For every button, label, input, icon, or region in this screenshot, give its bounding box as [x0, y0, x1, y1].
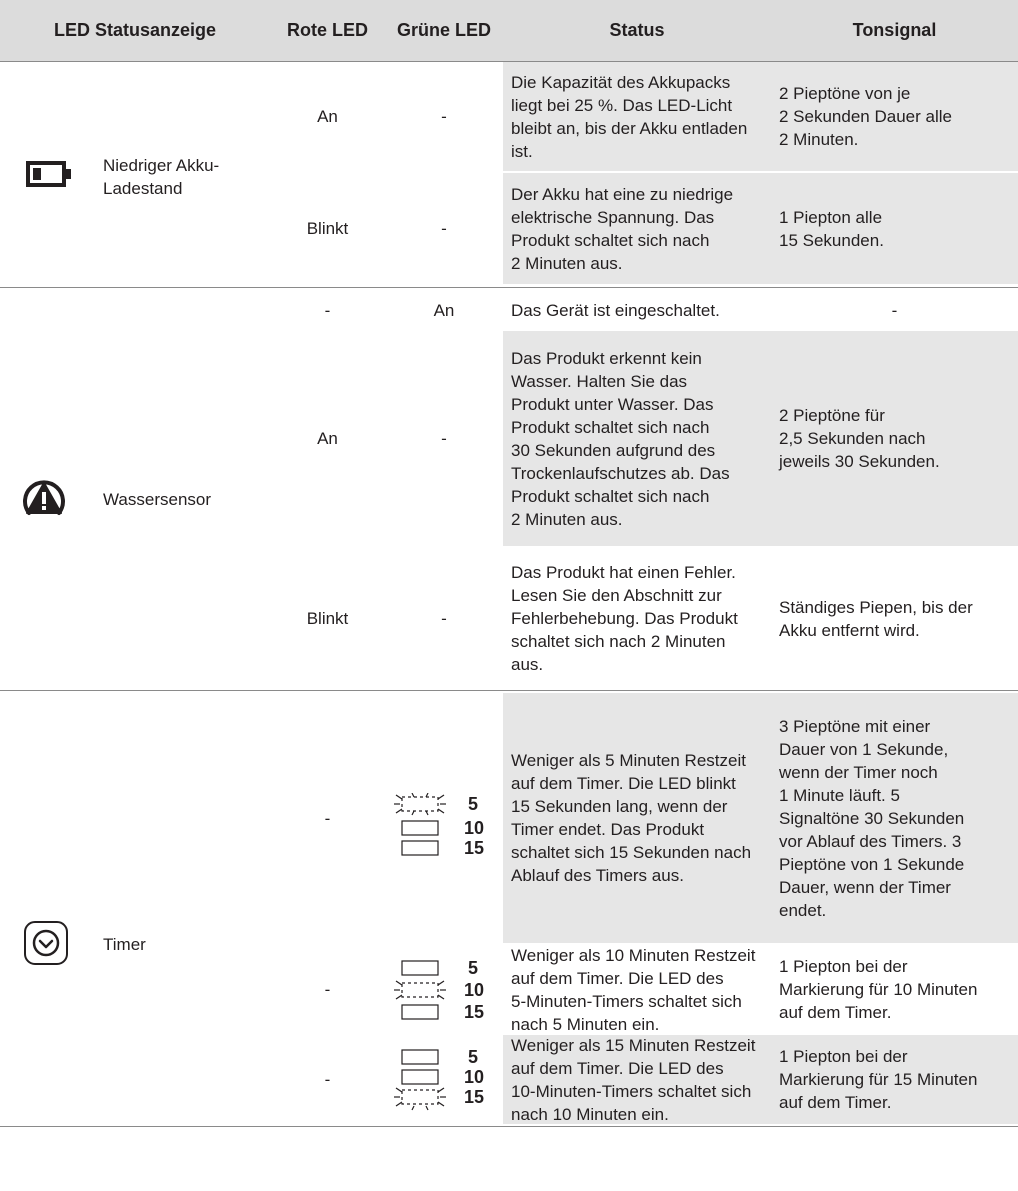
timer-label-15: 15	[464, 1002, 485, 1022]
warning-icon	[21, 475, 67, 526]
red-led-value: -	[324, 980, 331, 999]
tone-text: 2 Pieptöne für 2,5 Sekunden nach jeweils 30 Sekunden.	[779, 406, 940, 471]
red-led-value: Blinkt	[306, 219, 349, 238]
header-tone-signal: Tonsignal	[852, 20, 937, 40]
timer-label-10: 10	[464, 1067, 485, 1087]
timer-label-10: 10	[464, 980, 485, 1000]
tone-text: Ständiges Piepen, bis der Akku entfernt wird.	[779, 597, 973, 640]
timer-led-indicator-15-blinking	[388, 1046, 500, 1119]
status-text: Das Gerät ist eingeschaltet.	[511, 300, 720, 320]
tone-text: -	[891, 300, 898, 320]
group-label-timer: Timer	[103, 934, 146, 954]
status-text: Weniger als 15 Minuten Restzeit auf dem Timer. Die LED des 10-Minuten-Timers schaltet sich nach 10 Minuten ein.	[511, 1035, 756, 1124]
red-led-value: -	[324, 300, 331, 320]
green-led-value: -	[441, 429, 447, 448]
timer-label-5: 5	[468, 1047, 479, 1067]
group-label-water-sensor: Wassersensor	[103, 489, 212, 509]
tone-text: 1 Piepton bei der Markierung für 15 Minuten auf dem Timer.	[779, 1047, 978, 1112]
tone-text: 1 Piepton alle 15 Sekunden.	[779, 207, 884, 250]
green-led-value: -	[441, 219, 447, 238]
red-led-value: Blinkt	[306, 609, 349, 628]
green-led-value: -	[441, 609, 447, 628]
timer-icon	[22, 919, 70, 972]
header-led-status: LED Statusanzeige	[53, 20, 217, 40]
tone-text: 3 Pieptöne mit einer Dauer von 1 Sekunde, wenn der Timer noch 1 Minute läuft. 5 Signaltöne 30 Sekunden vor Ablauf des Timers. 3 Pieptöne von 1 Sekunde Dauer, wenn der Timer endet.	[779, 716, 965, 920]
red-led-value: An	[317, 429, 338, 448]
status-text: Die Kapazität des Akkupacks liegt bei 25 %. Das LED-Licht bleibt an, bis der Akku entladen ist.	[511, 72, 748, 161]
row-divider	[266, 547, 1018, 548]
red-led-value: -	[324, 1070, 331, 1089]
red-led-value: An	[317, 107, 338, 126]
timer-label-10: 10	[464, 818, 485, 838]
status-text: Das Produkt hat einen Fehler. Lesen Sie den Abschnitt zur Fehlerbehebung. Das Produkt schaltet sich nach 2 Minuten aus.	[511, 563, 738, 674]
timer-led-indicator-5-blinking	[388, 793, 500, 862]
status-text: Das Produkt erkennt kein Wasser. Halten Sie das Produkt unter Wasser. Das Produkt schaltet sich nach 30 Sekunden aufgrund des Trockenlaufschutzes ab. Das Produkt schaltet sich nach 2 Minuten aus.	[511, 348, 730, 529]
red-led-value: -	[324, 808, 331, 828]
group-separator	[0, 690, 1018, 691]
status-text: Weniger als 10 Minuten Restzeit auf dem Timer. Die LED des 5-Minuten-Timers schaltet sich nach 5 Minuten ein.	[511, 945, 756, 1034]
timer-led-indicator-10-blinking	[388, 957, 500, 1028]
tone-text: 1 Piepton bei der Markierung für 10 Minuten auf dem Timer.	[779, 957, 978, 1022]
green-led-value: An	[433, 300, 455, 320]
table-bottom-border	[0, 1126, 1018, 1127]
header-green-led: Grüne LED	[396, 20, 491, 40]
status-text: Der Akku hat eine zu niedrige elektrische Spannung. Das Produkt schaltet sich nach 2 Minuten aus.	[511, 184, 734, 273]
timer-label-5: 5	[468, 958, 479, 978]
timer-label-15: 15	[464, 1087, 485, 1107]
header-red-led: Rote LED	[287, 20, 368, 40]
header-status: Status	[609, 20, 665, 40]
tone-text: 2 Pieptöne von je 2 Sekunden Dauer alle 2 Minuten.	[779, 84, 952, 149]
group-label-battery: Niedriger Akku- Ladestand	[103, 156, 220, 198]
timer-label-5: 5	[468, 794, 479, 814]
green-led-value: -	[441, 107, 447, 126]
timer-label-15: 15	[464, 838, 485, 857]
battery-low-icon	[26, 161, 72, 192]
status-text: Weniger als 5 Minuten Restzeit auf dem Timer. Die LED blinkt 15 Sekunden lang, wenn der Timer endet. Das Produkt schaltet sich 15 Sekunden nach Ablauf des Timers aus.	[511, 751, 752, 885]
group-separator	[0, 287, 1018, 288]
